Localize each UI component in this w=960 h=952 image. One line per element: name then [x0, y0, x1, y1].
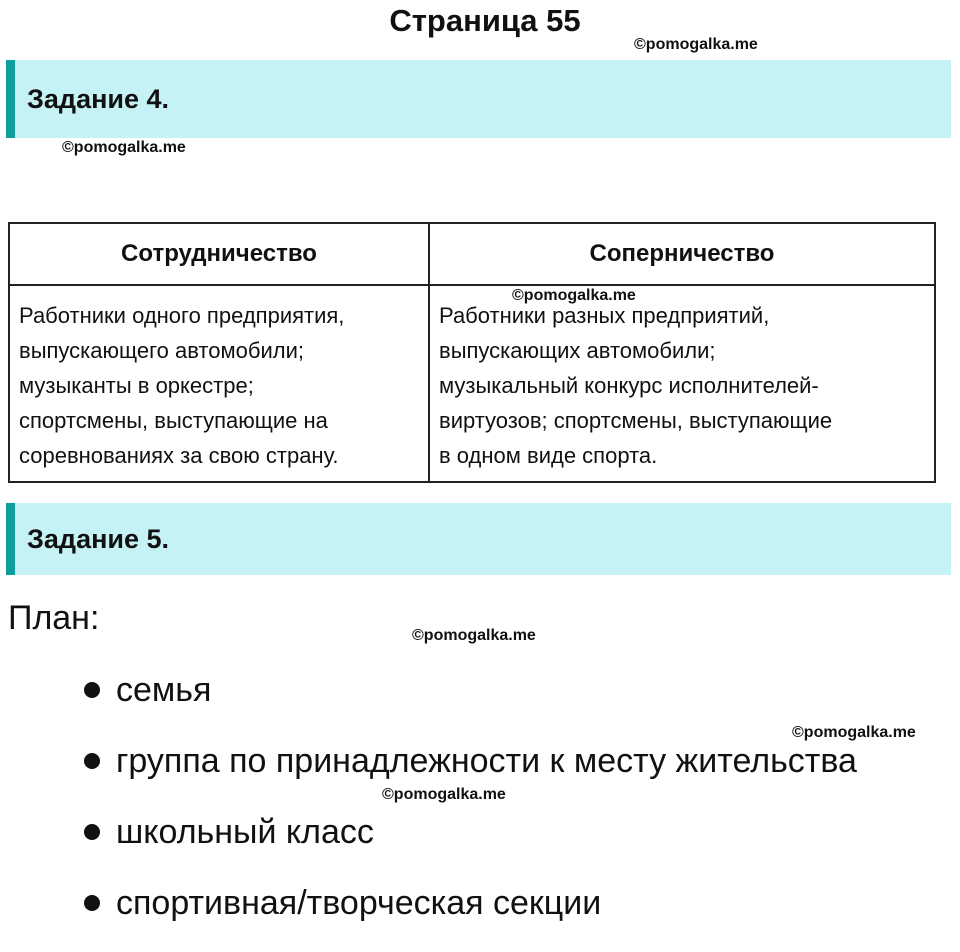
- header-cooperation: Сотрудничество: [9, 223, 429, 285]
- cell-rivalry: [429, 285, 935, 482]
- cell-line: музыканты в оркестре;: [19, 373, 254, 398]
- cell-line: Работники одного предприятия,: [19, 303, 345, 328]
- watermark: ©pomogalka.me: [62, 139, 186, 156]
- watermark: ©pomogalka.me: [792, 724, 916, 741]
- list-item: [84, 881, 857, 952]
- cell-line: выпускающих автомобили;: [439, 338, 716, 363]
- cell-line: спортсмены, выступающие на: [19, 408, 328, 433]
- task-5-header: [6, 503, 951, 575]
- task-4-title: Задание 4.: [27, 84, 170, 114]
- cell-line: выпускающего автомобили;: [19, 338, 304, 363]
- cell-cooperation: [9, 285, 429, 482]
- cell-line: музыкальный конкурс исполнителей-: [439, 373, 819, 398]
- task-4-header: [6, 60, 951, 138]
- list-item: [84, 668, 857, 739]
- cell-line: соревнованиях за свою страну.: [19, 443, 339, 468]
- bullet-icon: [84, 824, 100, 840]
- list-item: [84, 810, 857, 881]
- cell-line: Работники разных предприятий,: [439, 303, 770, 328]
- list-item-text: семья: [116, 671, 212, 709]
- header-rivalry: Соперничество: [429, 223, 935, 285]
- cell-line: в одном виде спорта.: [439, 443, 658, 468]
- list-item-text: группа по принадлежности к месту жительства: [116, 742, 857, 780]
- task-5-title: Задание 5.: [27, 524, 170, 554]
- watermark: ©pomogalka.me: [634, 36, 758, 53]
- list-item-text: спортивная/творческая секции: [116, 884, 602, 922]
- watermark: ©pomogalka.me: [512, 287, 636, 304]
- comparison-table: [8, 222, 936, 483]
- watermark: ©pomogalka.me: [382, 786, 506, 803]
- plan-label: План:: [8, 599, 100, 637]
- page-title: Страница 55: [389, 3, 581, 38]
- plan-list: [84, 668, 857, 952]
- bullet-icon: [84, 682, 100, 698]
- bullet-icon: [84, 753, 100, 769]
- list-item-text: школьный класс: [116, 813, 374, 851]
- cell-line: виртуозов; спортсмены, выступающие: [439, 408, 833, 433]
- bullet-icon: [84, 895, 100, 911]
- watermark: ©pomogalka.me: [412, 627, 536, 644]
